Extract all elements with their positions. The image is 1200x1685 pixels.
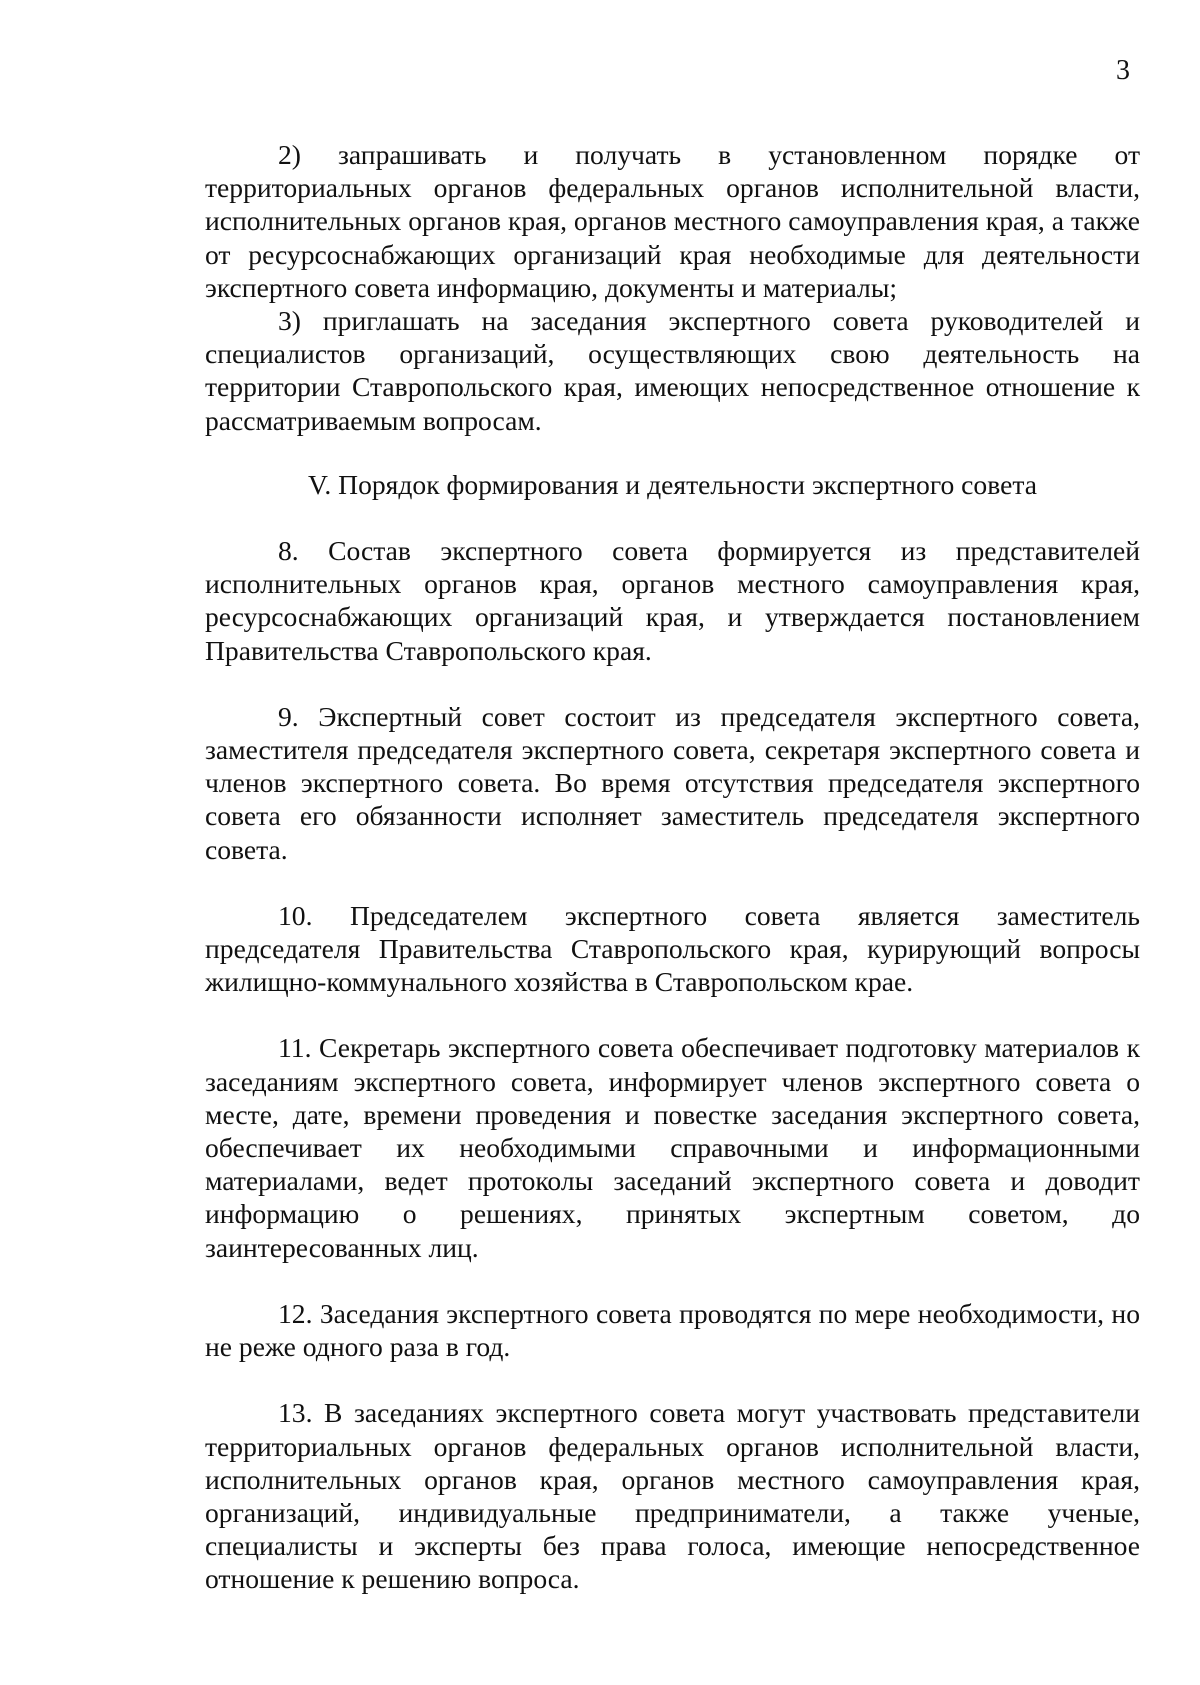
paragraph-13: 13. В заседаниях экспертного совета могут участвовать представители территориальных органов федеральных органов исполнительной власти, исполнительных органов края, органов местного самоуправления края, организаций, индивидуальные предприниматели, а также ученые, специалисты и эксперты без права голоса, имеющие непосредственное отношение к решению вопроса. [205,1397,1140,1595]
page-number: 3 [1116,55,1130,86]
section-heading: V. Порядок формирования и деятельности экспертного совета [308,468,1037,500]
paragraph-12: 12. Заседания экспертного совета проводятся по мере необходимости, но не реже одного раза в год. [205,1297,1140,1363]
paragraph-11: 11. Секретарь экспертного совета обеспечивает подготовку материалов к заседаниям экспертного совета, информирует членов экспертного совета о месте, дате, времени проведения и повестке заседания экспертного совета, обеспечивает их необходимыми справочными и информационными материалами, ведет протоколы заседаний экспертного совета и доводит информацию о решениях, принятых экспертным советом, до заинтересованных лиц. [205,1032,1140,1263]
paragraph-9: 9. Экспертный совет состоит из председателя экспертного совета, заместителя председателя экспертного совета, секретаря экспертного совета и членов экспертного совета. Во время отсутствия председателя экспертного совета его обязанности исполняет заместитель председателя экспертного совета. [205,700,1140,865]
paragraph-item-3: 3) приглашать на заседания экспертного совета руководителей и специалистов организаций, осуществляющих свою деятельность на территории Ставропольского края, имеющих непосредственное отношение к рассматриваемым вопросам. [205,305,1140,436]
paragraph-item-2: 2) запрашивать и получать в установленном порядке от территориальных органов федеральных органов исполнительной власти, исполнительных органов края, органов местного самоуправления края, а также от ресурсоснабжающих организаций края необходимые для деятельности экспертного совета информацию, документы и материалы; [205,139,1140,303]
paragraph-8: 8. Состав экспертного совета формируется из представителей исполнительных органов края, органов местного самоуправления края, ресурсоснабжающих организаций края, и утверждается постановлением Правительства Ставропольского края. [205,535,1140,666]
paragraph-10: 10. Председателем экспертного совета является заместитель председателя Правительства Ставропольского края, курирующий вопросы жилищно-коммунального хозяйства в Ставропольском крае. [205,899,1140,998]
document-body [205,138,1140,1596]
